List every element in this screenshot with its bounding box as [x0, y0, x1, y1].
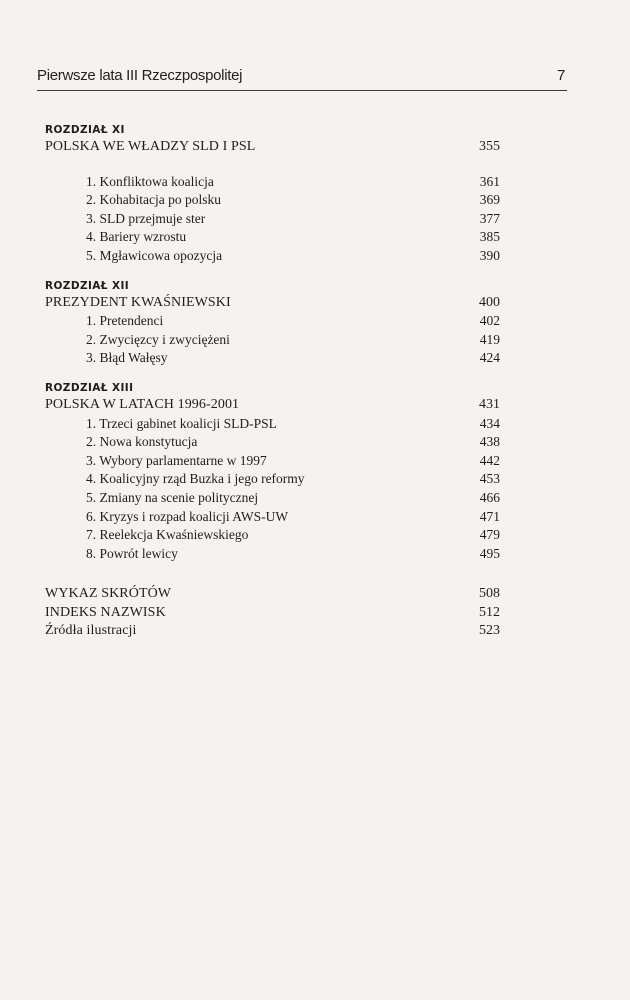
section-title: 2. Kohabitacja po polsku — [86, 192, 221, 208]
section-title: 1. Konfliktowa koalicja — [86, 173, 214, 189]
toc-item-row[interactable] — [45, 247, 500, 266]
section-title: 2. Nowa konstytucja — [86, 434, 198, 450]
page-ref: 434 — [479, 415, 500, 431]
toc-item-row[interactable] — [45, 415, 500, 434]
page-ref: 523 — [479, 623, 500, 639]
chapter-label: ROZDZIAŁ XII — [45, 279, 130, 292]
section-title: 3. Błąd Wałęsy — [86, 350, 168, 366]
page-ref: 390 — [479, 247, 500, 263]
toc-item-row[interactable] — [45, 228, 500, 247]
toc-appendix-row[interactable] — [45, 604, 500, 623]
toc-item-row[interactable] — [45, 452, 500, 471]
page-ref: 442 — [479, 452, 500, 468]
toc-item-row[interactable] — [45, 433, 500, 452]
page-ref: 508 — [479, 586, 500, 602]
section-title: 6. Kryzys i rozpad koalicji AWS-UW — [86, 508, 289, 524]
toc-chapter-row[interactable] — [45, 138, 500, 157]
appendix-title: Źródła ilustracji — [45, 623, 137, 639]
page-ref: 466 — [479, 489, 500, 505]
page-ref: 419 — [479, 331, 500, 347]
chapter-label: ROZDZIAŁ XI — [45, 124, 125, 136]
page-ref: 355 — [479, 139, 500, 154]
appendix-title: INDEKS NAZWISK — [45, 604, 166, 620]
page-ref: 479 — [479, 527, 500, 543]
toc-item-row[interactable] — [45, 545, 500, 564]
toc-item-row[interactable] — [45, 331, 500, 350]
toc-item-row[interactable] — [45, 173, 500, 192]
toc-chapter-row[interactable] — [45, 294, 500, 313]
toc-item-row[interactable] — [45, 489, 500, 508]
chapter-title: PREZYDENT KWAŚNIEWSKI — [45, 294, 231, 310]
section-title: 5. Zmiany na scenie politycznej — [86, 489, 259, 505]
toc-chapter-row[interactable] — [45, 396, 500, 415]
section-title: 4. Bariery wzrostu — [86, 229, 187, 245]
section-title: 2. Zwycięzcy i zwyciężeni — [86, 331, 230, 347]
page-ref: 385 — [479, 229, 500, 245]
appendix-title: WYKAZ SKRÓTÓW — [45, 586, 172, 602]
page-ref: 431 — [479, 396, 500, 412]
page-ref: 453 — [479, 471, 500, 487]
page-ref: 369 — [479, 192, 500, 208]
chapter-label: ROZDZIAŁ XIII — [45, 381, 134, 394]
page-ref: 377 — [479, 210, 500, 226]
page-ref: 400 — [479, 294, 500, 310]
page-ref: 361 — [479, 173, 500, 189]
section-title: 1. Pretendenci — [86, 313, 164, 329]
running-header — [37, 64, 567, 91]
toc-item-row[interactable] — [45, 508, 500, 527]
table-of-contents — [45, 122, 500, 641]
page-ref: 512 — [479, 604, 500, 620]
running-title: Pierwsze lata III Rzeczpospolitej — [37, 67, 243, 84]
toc-appendix-row[interactable] — [45, 622, 500, 641]
section-title: 1. Trzeci gabinet koalicji SLD-PSL — [86, 415, 277, 431]
toc-item-row[interactable] — [45, 210, 500, 229]
chapter-title: POLSKA WE WŁADZY SLD I PSL — [45, 139, 256, 154]
chapter-title: POLSKA W LATACH 1996-2001 — [45, 396, 240, 412]
section-title: 3. SLD przejmuje ster — [86, 210, 206, 226]
toc-appendix-row[interactable] — [45, 585, 500, 604]
toc-item-row[interactable] — [45, 526, 500, 545]
page-ref: 495 — [479, 545, 500, 561]
toc-item-row[interactable] — [45, 191, 500, 210]
page-ref: 402 — [479, 313, 500, 329]
toc-item-row[interactable] — [45, 349, 500, 368]
section-title: 7. Reelekcja Kwaśniewskiego — [86, 527, 249, 543]
page-ref: 438 — [479, 434, 500, 450]
toc-item-row[interactable] — [45, 312, 500, 331]
section-title: 3. Wybory parlamentarne w 1997 — [86, 452, 267, 468]
section-title: 5. Mgławicowa opozycja — [86, 247, 223, 263]
page-ref: 471 — [479, 508, 500, 524]
section-title: 4. Koalicyjny rząd Buzka i jego reformy — [86, 471, 305, 487]
page-ref: 424 — [479, 350, 500, 366]
page-number: 7 — [556, 67, 565, 84]
section-title: 8. Powrót lewicy — [86, 545, 178, 561]
toc-item-row[interactable] — [45, 470, 500, 489]
